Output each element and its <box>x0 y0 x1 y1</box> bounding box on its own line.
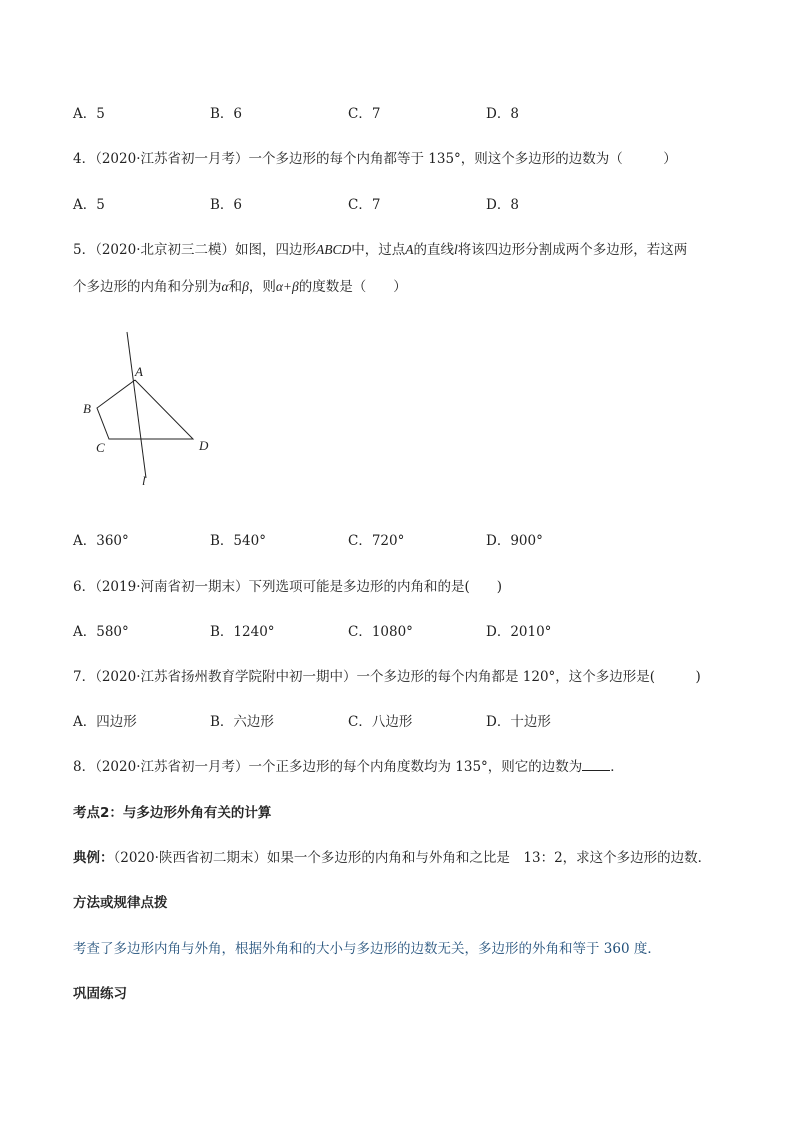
math-l: l <box>454 242 458 257</box>
math-abcd: ABCD <box>316 242 352 257</box>
option-b: B．540° <box>210 533 266 549</box>
math-alpha: α <box>221 279 229 294</box>
option-c: C．八边形 <box>348 714 413 730</box>
option-d: D．8 <box>486 106 519 122</box>
option-c: C．7 <box>348 106 381 122</box>
question-5-line-2: 个多边形的内角和分别为α和β，则α+β的度数是（ ） <box>73 279 407 295</box>
question-7: 7．（2020·江苏省扬州教育学院附中初一期中）一个多边形的每个内角都是 120°，这个多边形是( ) <box>73 669 701 685</box>
option-a: A．360° <box>73 533 129 549</box>
math-alpha-plus-beta: α+β <box>275 279 299 294</box>
option-a: A．四边形 <box>73 714 137 730</box>
option-c: C．1080° <box>348 624 413 640</box>
practice-title: 巩固练习 <box>73 986 127 1002</box>
line-l <box>127 332 146 478</box>
option-b: B．6 <box>210 197 243 213</box>
option-d: D．2010° <box>486 624 552 640</box>
method-text: 考查了多边形内角与外角，根据外角和的大小与多边形的边数无关，多边形的外角和等于 360 度． <box>73 941 661 957</box>
option-c: C．720° <box>348 533 405 549</box>
question-6: 6．（2019·河南省初一期末）下列选项可能是多边形的内角和的是( ) <box>73 579 503 595</box>
option-a: A．5 <box>73 197 105 213</box>
label-l: l <box>142 473 146 488</box>
option-a: A．5 <box>73 106 105 122</box>
option-d: D．900° <box>486 533 543 549</box>
option-b: B．六边形 <box>210 714 274 730</box>
question-5-line-1: 5．（2020·北京初三二模）如图，四边形ABCD中，过点A的直线l将该四边形分割成两个多边形，若这两 <box>73 242 688 258</box>
method-title: 方法或规律点拨 <box>73 895 168 911</box>
label-b: B <box>83 401 91 416</box>
question-8: 8．（2020·江苏省初一月考）一个正多边形的每个内角度数均为 135°，则它的边数为 ． <box>73 759 624 775</box>
option-d: D．8 <box>486 197 519 213</box>
label-a: A <box>135 364 143 379</box>
quadrilateral-abcd <box>97 380 193 439</box>
example: 典例：（2020·陕西省初二期末）如果一个多边形的内角和与外角和之比是 13：2，求这个多边形的边数． <box>73 850 712 866</box>
label-d: D <box>199 438 209 453</box>
option-a: A．580° <box>73 624 129 640</box>
example-label: 典例： <box>73 850 114 866</box>
option-c: C．7 <box>348 197 381 213</box>
question-4: 4．（2020·江苏省初一月考）一个多边形的每个内角都等于 135°，则这个多边形的边数为（ ） <box>73 151 677 167</box>
option-b: B．1240° <box>210 624 275 640</box>
answer-blank <box>582 758 610 771</box>
option-b: B．6 <box>210 106 243 122</box>
option-d: D．十边形 <box>486 714 551 730</box>
math-a: A <box>405 242 414 257</box>
section-title: 考点2：与多边形外角有关的计算 <box>73 805 272 821</box>
math-beta: β <box>242 279 249 294</box>
label-c: C <box>96 440 105 455</box>
